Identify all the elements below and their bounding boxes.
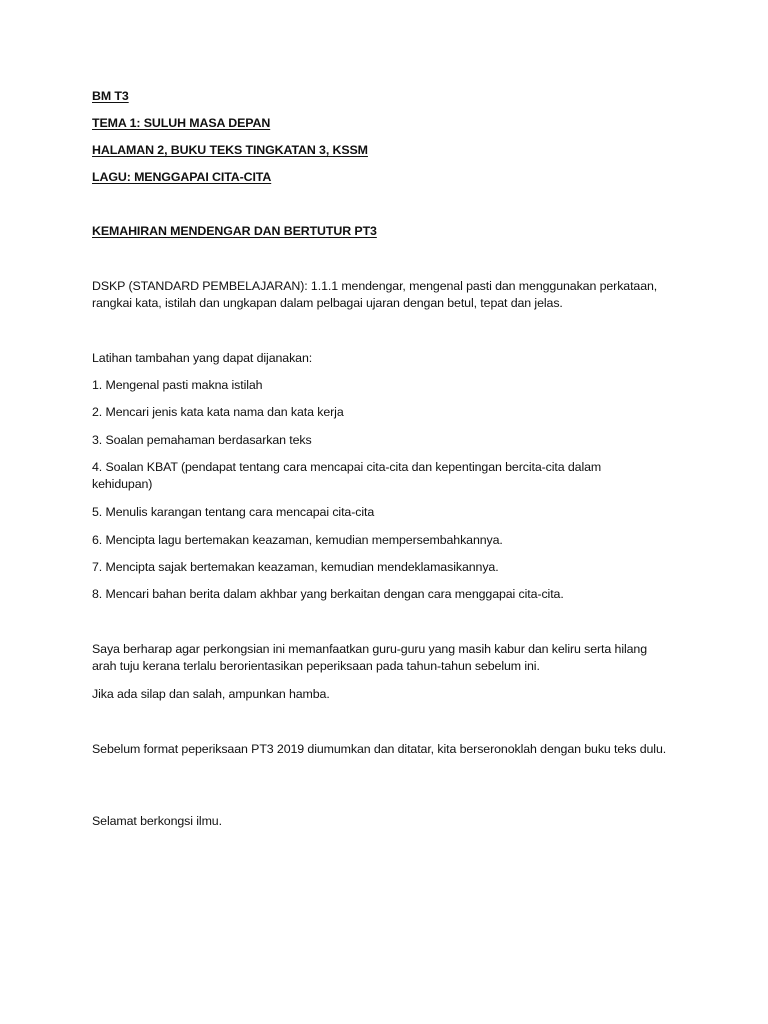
closing-paragraph: Selamat berkongsi ilmu. — [92, 814, 222, 828]
section-title: KEMAHIRAN MENDENGAR DAN BERTUTUR PT3 — [92, 224, 377, 238]
list-item: 2. Mencari jenis kata kata nama dan kata kerja — [92, 405, 344, 419]
heading-subject: BM T3 — [92, 89, 129, 103]
closing-paragraph: Jika ada silap dan salah, ampunkan hamba. — [92, 687, 330, 701]
list-item: 1. Mengenal pasti makna istilah — [92, 378, 263, 392]
list-item: 4. Soalan KBAT (pendapat tentang cara mencapai cita-cita dan kepentingan bercita-cita dalam kehidupan) — [92, 460, 602, 491]
heading-song: LAGU: MENGGAPAI CITA-CITA — [92, 170, 272, 184]
list-item: 7. Mencipta sajak bertemakan keazaman, kemudian mendeklamasikannya. — [92, 560, 499, 574]
heading-theme: TEMA 1: SULUH MASA DEPAN — [92, 116, 271, 130]
closing-paragraph: Sebelum format peperiksaan PT3 2019 diumumkan dan ditatar, kita berseronoklah dengan buku teks dulu. — [92, 742, 667, 756]
list-intro: Latihan tambahan yang dapat dijanakan: — [92, 351, 313, 365]
heading-textbook-page: HALAMAN 2, BUKU TEKS TINGKATAN 3, KSSM — [92, 143, 368, 157]
dskp-paragraph: DSKP (STANDARD PEMBELAJARAN): 1.1.1 mendengar, mengenal pasti dan menggunakan perkataan, rangkai kata, istilah dan ungkapan dalam pelbagai ujaran dengan betul, tepat dan jelas. — [92, 279, 658, 310]
list-item: 5. Menulis karangan tentang cara mencapai cita-cita — [92, 505, 375, 519]
closing-paragraph: Saya berharap agar perkongsian ini memanfaatkan guru-guru yang masih kabur dan keliru serta hilang arah tuju kerana terlalu berorientasikan peperiksaan pada tahun-tahun sebelum ini. — [92, 642, 647, 673]
list-item: 8. Mencari bahan berita dalam akhbar yang berkaitan dengan cara menggapai cita-cita. — [92, 587, 564, 601]
list-item: 3. Soalan pemahaman berdasarkan teks — [92, 433, 312, 447]
list-item: 6. Mencipta lagu bertemakan keazaman, kemudian mempersembahkannya. — [92, 533, 503, 547]
